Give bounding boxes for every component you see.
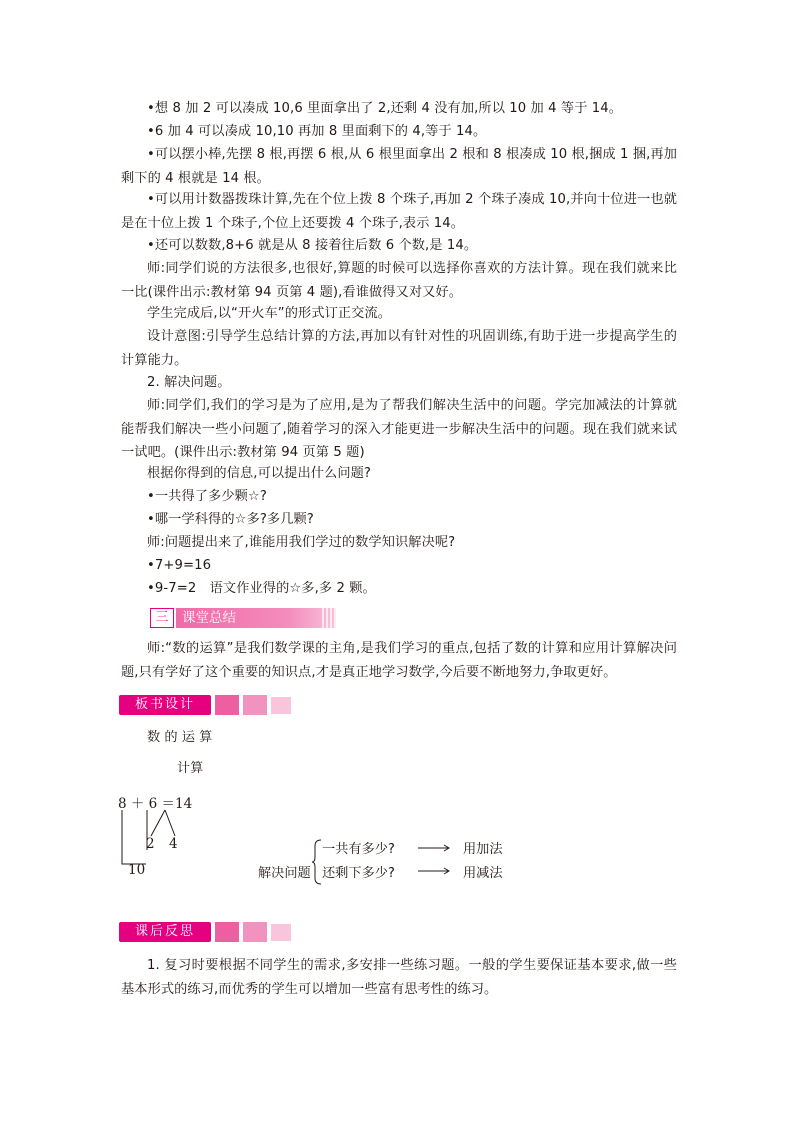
board-split-a: 2 (146, 836, 155, 852)
paragraph-answer-1: •7+9=16 (147, 558, 212, 573)
paragraph-step-2: 2. 解决问题。 (147, 375, 231, 390)
paragraph-teacher-2: 师:同学们,我们的学习是为了应用,是为了帮我们解决生活中的问题。学完加减法的计算就能帮我们解决一些小问题了,随着学习的深入才能更进一步解决生活中的问题。现在我们就来试一试吧。(课件出示:教材第 94 页第 5 题) (121, 398, 677, 461)
board-design-tag (119, 694, 291, 716)
board-solve-label: 解决问题 (258, 866, 311, 881)
paragraph-design-intent: 设计意图:引导学生总结计算的方法,再加以有针对性的巩固训练,有助于进一步提高学生的计算能力。 (121, 329, 677, 368)
board-equation: 8 ＋ 6 ＝14 (118, 796, 193, 812)
paragraph-method-2: •6 加 4 可以凑成 10,10 再加 8 里面剩下的 4,等于 14。 (147, 124, 487, 139)
decor-square (215, 695, 239, 715)
section-title: 课堂总结 (176, 608, 336, 628)
paragraph-answer-2: •9-7=2 语文作业得的☆多,多 2 颗。 (147, 581, 376, 596)
board-question-remain: 还剩下多少? (322, 866, 395, 881)
board-method-add: 用加法 (463, 842, 503, 857)
arrow-right-icon (418, 865, 452, 877)
paragraph-method-1: •想 8 加 2 可以凑成 10,6 里面拿出了 2,还剩 4 没有加,所以 10 加 4 等于 14。 (147, 101, 623, 116)
board-title: 数 的 运 算 (147, 730, 213, 745)
board-method-sub: 用减法 (463, 866, 503, 881)
paragraph-student: 学生完成后,以“开火车”的形式订正交流。 (147, 306, 392, 321)
section-heading-summary (150, 608, 336, 628)
paragraph-reflection: 1. 复习时要根据不同学生的需求,多安排一些练习题。一般的学生要保证基本要求,做一些基本形式的练习,而优秀的学生可以增加一些富有思考性的练习。 (121, 958, 677, 997)
arrow-right-icon (418, 842, 452, 854)
paragraph-summary: 师:“数的运算”是我们数学课的主角,是我们学习的重点,包括了数的计算和应用计算解决问题,只有学好了这个重要的知识点,才是真正地学习数学,今后要不断地努力,争取更好。 (121, 641, 677, 680)
paragraph-method-4: •可以用计数器拨珠计算,先在个位上拨 8 个珠子,再加 2 个珠子凑成 10,并向十位进一也就是在十位上拨 1 个珠子,个位上还要拨 4 个珠子,表示 14。 (121, 192, 677, 231)
decor-square (271, 924, 291, 941)
board-split-b: 4 (169, 836, 178, 852)
decor-square (243, 922, 267, 942)
decor-square (271, 697, 291, 714)
section-number: 三 (150, 608, 174, 628)
paragraph-teacher-3: 师:问题提出来了,谁能用我们学过的数学知识解决呢? (147, 535, 456, 550)
board-subtitle: 计算 (177, 761, 204, 776)
paragraph-question-1: •一共得了多少颗☆? (147, 489, 267, 504)
reflection-tag (119, 921, 291, 943)
split-diagram-lines (110, 806, 210, 878)
board-ten: 10 (128, 862, 146, 878)
board-question-total: 一共有多少? (322, 842, 395, 857)
paragraph-method-3: •可以摆小棒,先摆 8 根,再摆 6 根,从 6 根里面拿出 2 根和 8 根凑成 10 根,捆成 1 捆,再加剩下的 4 根就是 14 根。 (121, 147, 677, 186)
paragraph-method-5: •还可以数数,8+6 就是从 8 接着往后数 6 个数,是 14。 (147, 238, 478, 253)
decor-square (215, 922, 239, 942)
paragraph-question-prompt: 根据你得到的信息,可以提出什么问题? (147, 466, 371, 481)
reflection-label: 课后反思 (119, 922, 211, 942)
paragraph-teacher-1: 师:同学们说的方法很多,也很好,算题的时候可以选择你喜欢的方法计算。现在我们就来比一比(课件出示:教材第 94 页第 4 题),看谁做得又对又好。 (121, 261, 677, 300)
board-design-label: 板书设计 (119, 695, 211, 715)
decor-square (243, 695, 267, 715)
paragraph-question-2: •哪一学科得的☆多?多几颗? (147, 512, 314, 527)
